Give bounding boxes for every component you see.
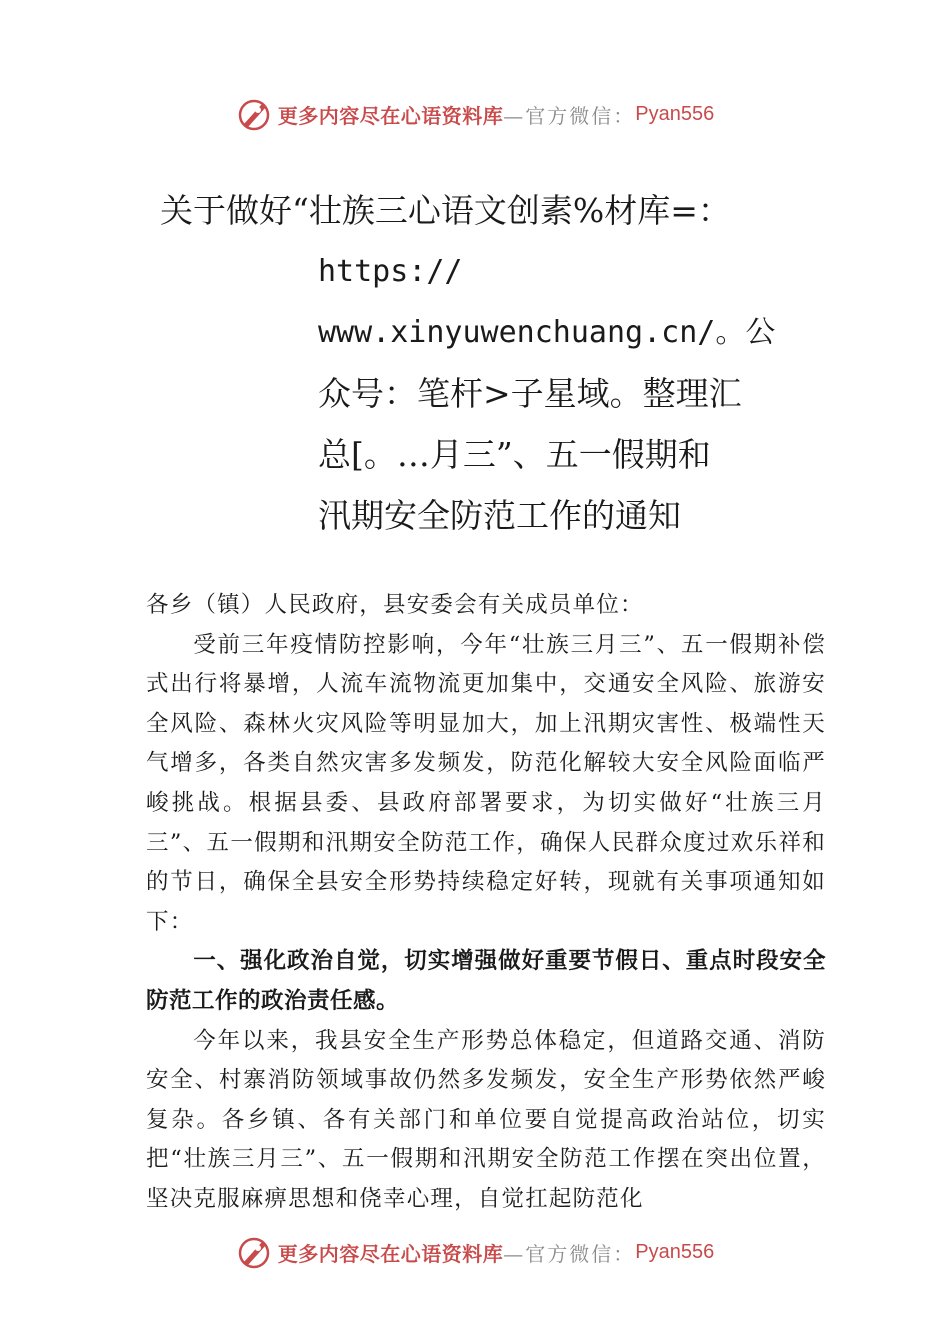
title-line-2: https:// <box>318 254 463 289</box>
salutation: 各乡（镇）人民政府，县安委会有关成员单位： <box>146 592 644 618</box>
title-line-3: www.xinyuwenchuang.cn/。公 <box>318 315 776 350</box>
banner-wechat-label: —官方微信： <box>503 1241 636 1266</box>
banner-wechat-id: Pyan556 <box>635 102 715 125</box>
paragraph-intro: 受前三年疫情防控影响，今年“壮族三月三”、五一假期补偿式出行将暴增，人流车流物流更加集中，交通安全风险、旅游安全风险、森林火灾风险等明显加大，加上汛期灾害性、极端性天气增多，各类自然灾害多发频发，防范化解较大安全风险面临严峻挑战。根据县委、县政府部署要求，为切实做好“壮族三月三”、五一假期和汛期安全防范工作，确保人民群众度过欢乐祥和的节日，确保全县安全形势持续稳定好转，现就有关事项通知如下： <box>146 631 826 935</box>
section-heading-1: 一、强化政治自觉，切实增强做好重要节假日、重点时段安全防范工作的政治责任感。 <box>146 948 826 1014</box>
pen-circle-icon <box>236 96 272 132</box>
banner-wechat-label: —官方微信： <box>503 103 636 128</box>
pen-circle-icon <box>236 1234 272 1270</box>
title-line-1: 关于做好“壮族三心语文创素%材库=： <box>160 191 731 230</box>
watermark-banner-bottom <box>0 1232 950 1272</box>
banner-site-text: 更多内容尽在心语资料库 <box>277 103 504 128</box>
banner-wechat-id: Pyan556 <box>635 1240 715 1263</box>
document-body <box>146 586 826 1220</box>
title-line-5: 总[。…月三”、五一假期和 <box>318 435 711 474</box>
paragraph-section-1: 今年以来，我县安全生产形势总体稳定，但道路交通、消防安全、村寨消防领域事故仍然多发频发，安全生产形势依然严峻复杂。各乡镇、各有关部门和单位要自觉提高政治站位，切实把“壮族三月三”、五一假期和汛期安全防范工作摆在突出位置，坚决克服麻痹思想和侥幸心理，自觉扛起防范化 <box>146 1027 826 1212</box>
title-line-6: 汛期安全防范工作的通知 <box>318 496 681 535</box>
banner-site-text: 更多内容尽在心语资料库 <box>277 1241 504 1266</box>
watermark-banner-top <box>0 94 950 134</box>
title-line-4: 众号：笔杆>子星域。整理汇 <box>318 374 742 413</box>
